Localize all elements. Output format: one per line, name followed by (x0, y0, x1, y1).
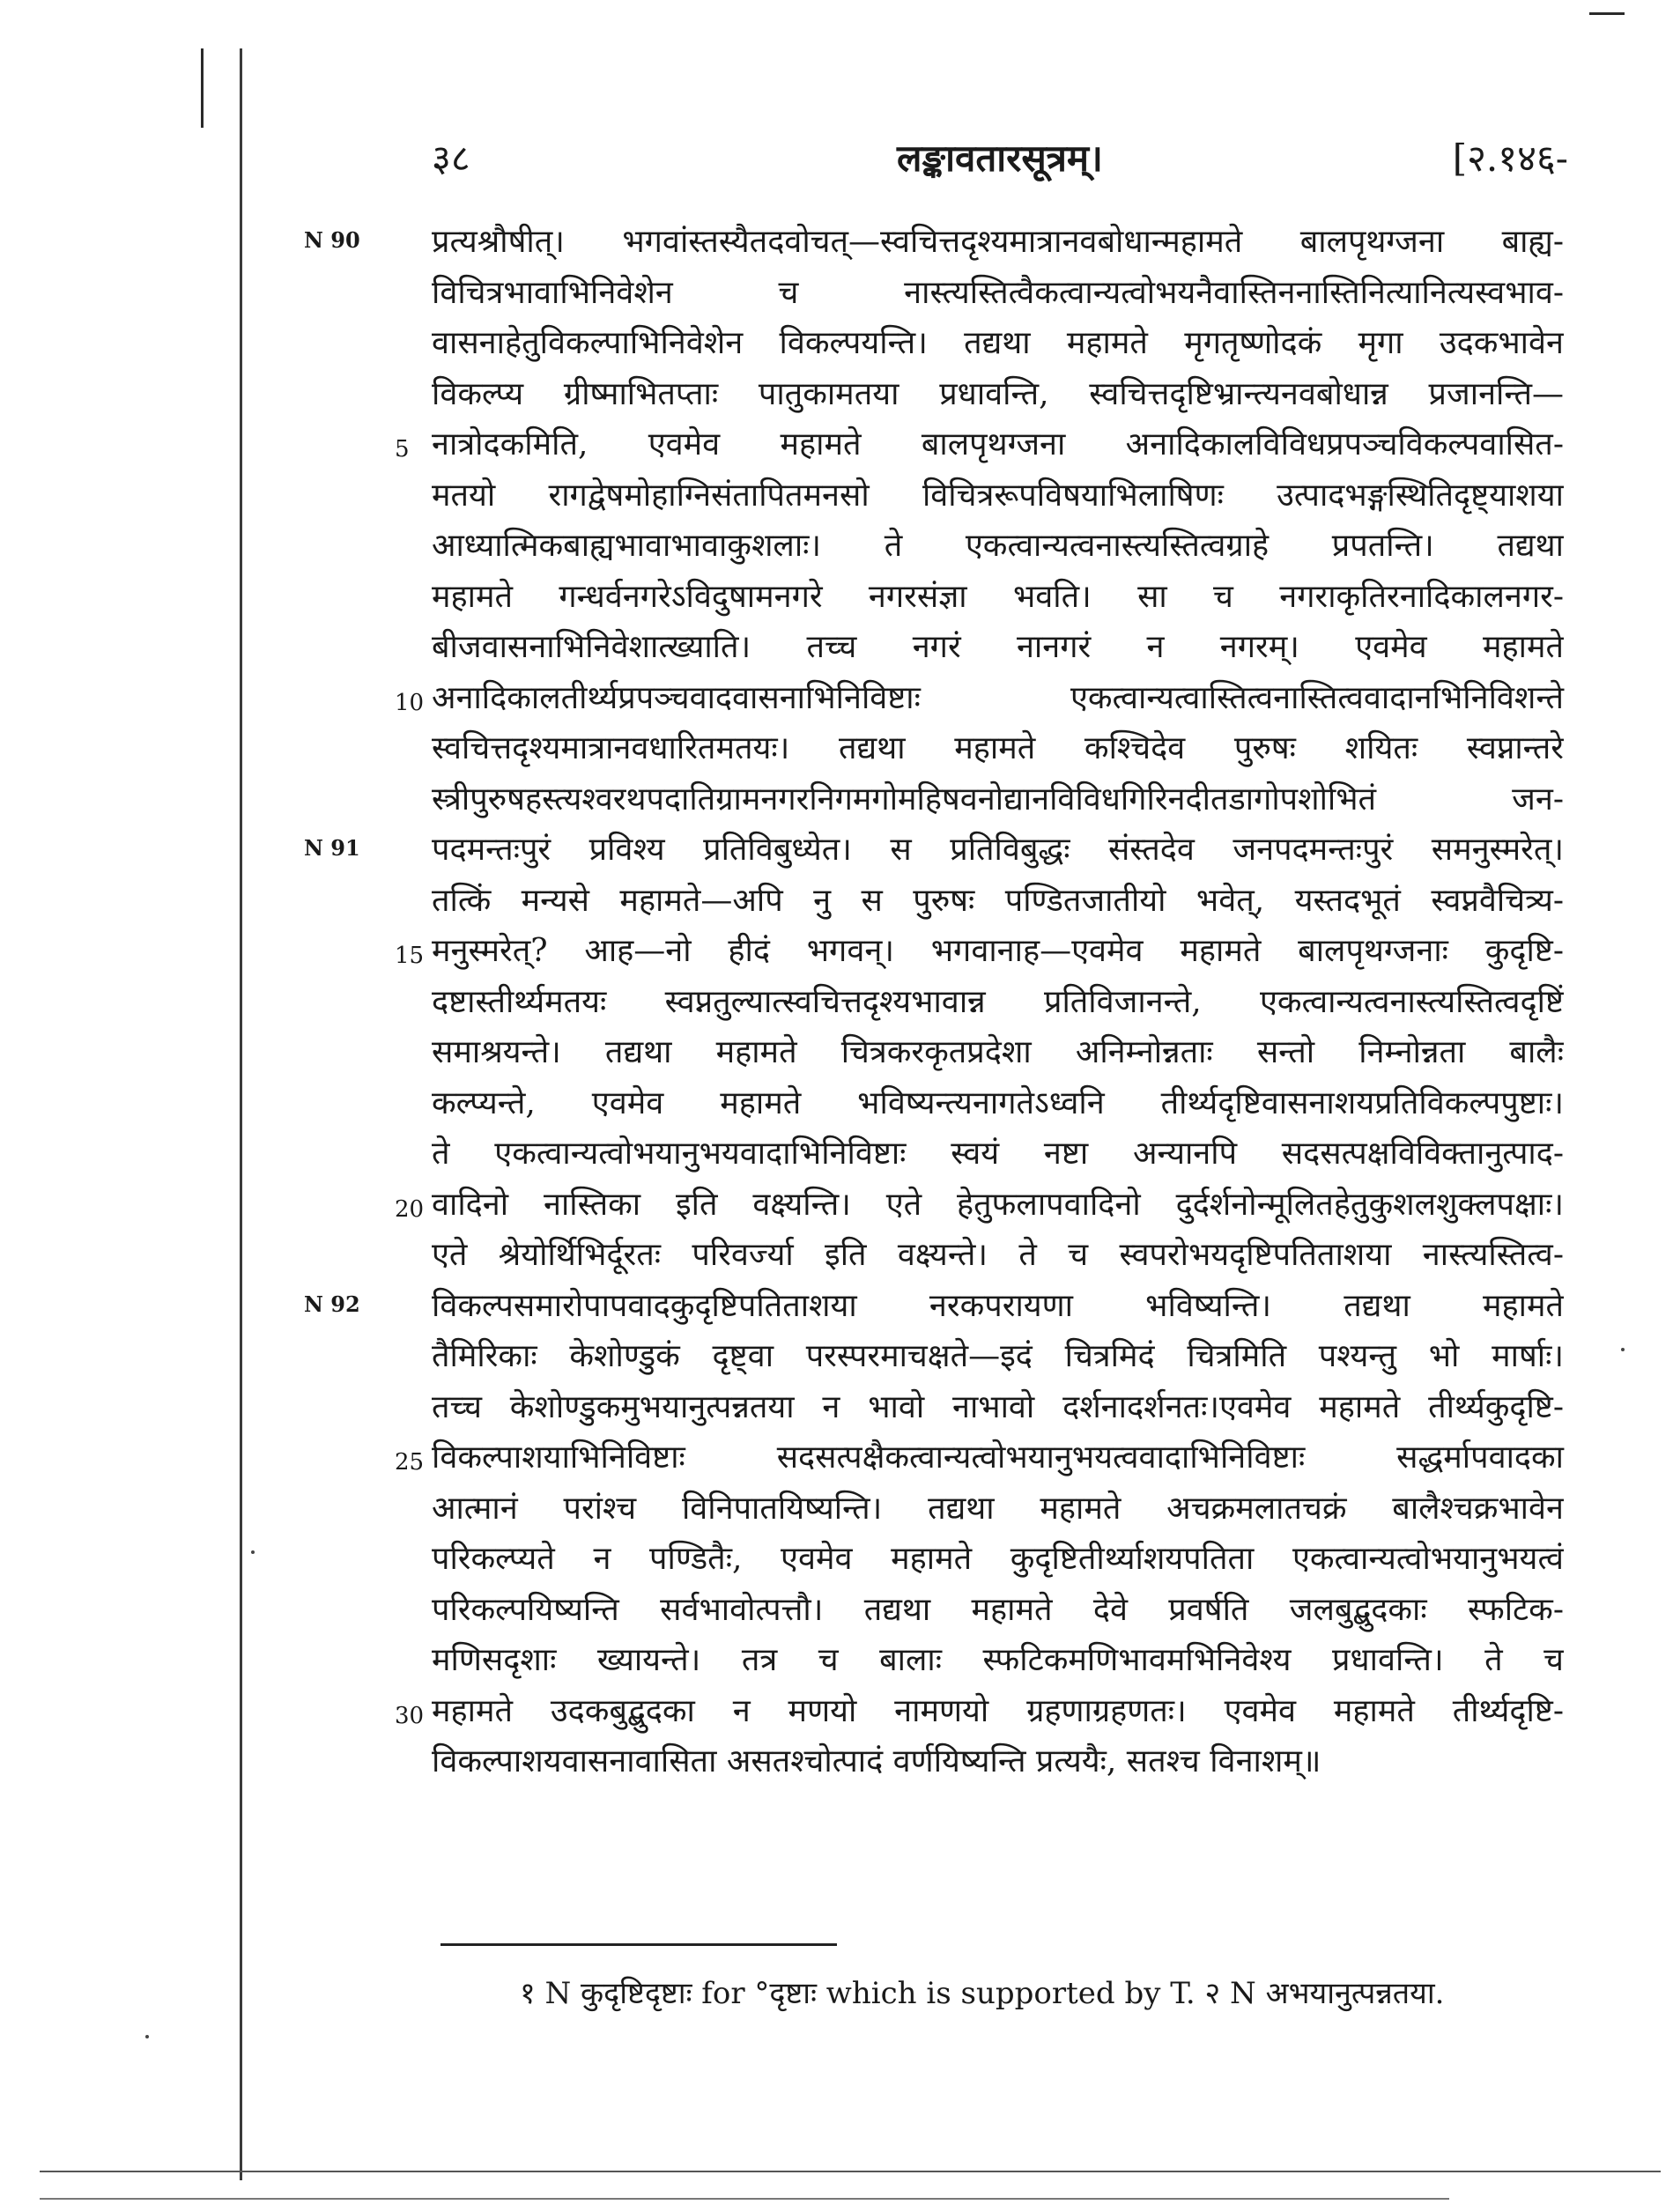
line-text: विकल्पाशयवासनावासिता असतश्चोत्पादं वर्णयिष्यन्ति प्रत्ययैः, सतश्च विनाशम्॥ (432, 1743, 1321, 1779)
line-text: नात्रोदकमिति, एवमेव महामते बालपृथग्जना अनादिकालविविधप्रपञ्चविकल्पवासित- (432, 426, 1564, 462)
margin-note: N 91 (304, 835, 360, 861)
line-number: 30 (395, 1702, 425, 1729)
line-text: मनुस्मरेत्? आह—नो हीदं भगवन्। भगवानाह—एवमेव महामते बालपृथग्जनाः कुदृष्टि- (432, 933, 1564, 969)
line-number: 25 (395, 1449, 425, 1476)
text-line (432, 572, 1564, 623)
text-line (432, 622, 1564, 673)
line-text: स्त्रीपुरुषहस्त्यश्वरथपदातिग्रामनगरनिगमगोमहिषवनोद्यानविविधगिरिनदीतडागोपशोभितं जन- (432, 780, 1564, 817)
text-line (395, 926, 1564, 977)
section-reference: [२.१४६- (1452, 137, 1568, 180)
text-line (432, 521, 1564, 572)
text-line (432, 1635, 1564, 1686)
text-line (432, 217, 1564, 268)
text-line (432, 1281, 1564, 1332)
text-line (432, 369, 1564, 420)
line-text: अनादिकालतीर्थ्यप्रपञ्चवादवासनाभिनिविष्टाः एकत्वान्यत्वास्तित्वनास्तित्ववादानभिनिविशन्ते (432, 679, 1564, 716)
line-number: 15 (395, 943, 425, 969)
line-text: स्वचित्तदृश्यमात्रानवधारितमतयः। तद्यथा महामते कश्चिदेव पुरुषः शयितः स्वप्नान्तरे (432, 730, 1564, 766)
text-line (432, 1382, 1564, 1433)
line-text: वासनाहेतुविकल्पाभिनिवेशेन विकल्पयन्ति। तद्यथा महामते मृगतृष्णोदकं मृगा उदकभावेन (432, 325, 1564, 361)
line-text: विकल्पसमारोपापवादकुदृष्टिपतिताशया नरकपरायणा भविष्यन्ति। तद्यथा महामते (432, 1287, 1564, 1324)
line-text: परिकल्पयिष्यन्ति सर्वभावोत्पत्तौ। तद्यथा महामते देवे प्रवर्षति जलबुद्बुदकाः स्फटिक- (432, 1591, 1564, 1628)
scan-artifact-dash (1589, 12, 1625, 15)
line-number: 5 (395, 436, 410, 462)
text-line (432, 268, 1564, 319)
page-header (432, 132, 1568, 185)
text-line (432, 470, 1564, 522)
line-text: बीजवासनाभिनिवेशात्ख्याति। तच्च नगरं नानगरं न नगरम्। एवमेव महामते (432, 629, 1564, 665)
text-line (432, 977, 1564, 1028)
text-line (395, 673, 1564, 724)
scan-speck (251, 1550, 255, 1554)
scan-artifact-bottom-line (40, 2171, 1661, 2172)
text-line (432, 876, 1564, 927)
line-text: आत्मानं परांश्च विनिपातयिष्यन्ति। तद्यथा महामते अचक्रमलातचक्रं बालैश्चक्रभावेन (432, 1490, 1564, 1527)
line-text: महामते उदकबुद्बुदका न मणयो नामणयो ग्रहणाग्रहणतः। एवमेव महामते तीर्थ्यदृष्टि- (432, 1692, 1564, 1729)
margin-note: N 92 (304, 1291, 360, 1317)
text-line (432, 825, 1564, 876)
line-text: परिकल्प्यते न पण्डितैः, एवमेव महामते कुदृष्टितीर्थ्याशयपतिता एकत्वान्यत्वोभयानुभयत्वं (432, 1541, 1564, 1577)
text-line (395, 419, 1564, 470)
text-line (432, 1534, 1564, 1585)
line-text: आध्यात्मिकबाह्यभावाभावाकुशलाः। ते एकत्वान्यत्वनास्त्यस्तित्वग्राहे प्रपतन्ति। तद्यथा (432, 528, 1564, 564)
line-text: महामते गन्धर्वनगरेऽविदुषामनगरे नगरसंज्ञा भवति। सा च नगराकृतिरनादिकालनगर- (432, 578, 1564, 615)
line-text: मणिसदृशाः ख्यायन्ते। तत्र च बालाः स्फटिकमणिभावमभिनिवेश्य प्रधावन्ति। ते च (432, 1642, 1564, 1678)
line-text: विचित्रभावाभिनिवेशेन च नास्त्यस्तित्वैकत्वान्यत्वोभयनैवास्तिननास्तिनित्यानित्यस्वभाव- (432, 274, 1564, 311)
text-line (432, 1128, 1564, 1180)
main-text (395, 217, 1564, 1787)
line-text: विकल्प्य ग्रीष्माभितप्ताः पातुकामतया प्रधावन्ति, स्वचित्तदृष्टिभ्रान्त्यनवबोधान्न प्रजानन्ति— (432, 375, 1564, 412)
line-text: समाश्रयन्ते। तद्यथा महामते चित्रकरकृतप्रदेशा अनिम्नोन्नताः सन्तो निम्नोन्नता बालैः (432, 1034, 1564, 1070)
line-text: तच्च केशोण्डुकमुभयानुत्पन्नतया न भावो नाभावो दर्शनादर्शनतः।एवमेव महामते तीर्थ्यकुदृष्टि- (432, 1388, 1564, 1425)
line-text: प्रत्यश्रौषीत्। भगवांस्तस्यैतदवोचत्—स्वचित्तदृश्यमात्रानवबोधान्महामते बालपृथग्जना बाह्य- (432, 224, 1564, 260)
scan-artifact-bottom-line (40, 2198, 1449, 2200)
text-line (432, 1736, 1564, 1787)
line-text: तैमिरिकाः केशोण्डुकं दृष्ट्वा परस्परमाचक्षते—इदं चित्रमिदं चित्रमिति पश्यन्तु भो मार्षाः। (432, 1338, 1564, 1374)
text-line (432, 1230, 1564, 1281)
text-line (395, 1686, 1564, 1737)
line-text: कल्प्यन्ते, एवमेव महामते भविष्यन्त्यनागतेऽध्वनि तीर्थ्यदृष्टिवासनाशयप्रतिविकल्पपुष्टाः। (432, 1084, 1564, 1121)
scan-artifact-line (240, 48, 242, 2180)
text-line (432, 1331, 1564, 1382)
page-number: ३८ (432, 137, 470, 180)
line-text: वादिनो नास्तिका इति वक्ष्यन्ति। एते हेतुफलापवादिनो दुर्दर्शनोन्मूलितहेतुकुशलशुक्लपक्षाः। (432, 1186, 1564, 1223)
scan-artifact-line (201, 48, 204, 128)
scan-speck (1621, 1348, 1625, 1351)
line-text: एते श्रेयोर्थिभिर्दूरतः परिवर्ज्या इति वक्ष्यन्ते। ते च स्वपरोभयदृष्टिपतिताशया नास्त्यस्तित्व- (432, 1237, 1564, 1273)
line-text: ते एकत्वान्यत्वोभयानुभयवादाभिनिविष्टाः स्वयं नष्टा अन्यानपि सदसत्पक्षविविक्तानुत्पाद- (432, 1136, 1564, 1172)
line-number: 10 (395, 689, 425, 716)
footnote: १ N कुदृष्टिदृष्टाः for °दृष्टाः which is supported by T. २ N अभयानुत्पन्नतया. (520, 1976, 1445, 2011)
line-text: मतयो रागद्वेषमोहाग्निसंतापितमनसो विचित्ररूपविषयाभिलाषिणः उत्पादभङ्गस्थितिदृष्ट्याशया (432, 477, 1564, 514)
line-text: तत्किं मन्यसे महामते—अपि नु स पुरुषः पण्डितजातीयो भवेत्, यस्तदभूतं स्वप्नवैचित्र्य- (432, 882, 1564, 919)
text-line (432, 1027, 1564, 1078)
text-line (432, 318, 1564, 369)
text-line (432, 1585, 1564, 1636)
line-text: विकल्पाशयाभिनिविष्टाः सदसत्पक्षैकत्वान्यत्वोभयानुभयत्ववादाभिनिविष्टाः सद्धर्मापवादका (432, 1439, 1564, 1476)
text-line (432, 723, 1564, 774)
line-text: पदमन्तःपुरं प्रविश्य प्रतिविबुध्येत। स प्रतिविबुद्धः संस्तदेव जनपदमन्तःपुरं समनुस्मरेत्। (432, 832, 1564, 868)
line-text: दष्टास्तीर्थ्यमतयः स्वप्नतुल्यात्स्वचित्तदृश्यभावान्न प्रतिविजानन्ते, एकत्वान्यत्वनास्त्यस्तित्वदृष्टिं (432, 983, 1564, 1020)
running-title: लङ्कावतारसूत्रम्। (897, 137, 1103, 180)
text-line (395, 1180, 1564, 1231)
scan-speck (145, 2035, 149, 2038)
footnote-rule (440, 1943, 837, 1946)
margin-note: N 90 (304, 227, 360, 253)
text-line (432, 1483, 1564, 1535)
text-line (432, 1078, 1564, 1129)
text-line (432, 774, 1564, 825)
text-line (395, 1432, 1564, 1483)
line-number: 20 (395, 1195, 425, 1223)
